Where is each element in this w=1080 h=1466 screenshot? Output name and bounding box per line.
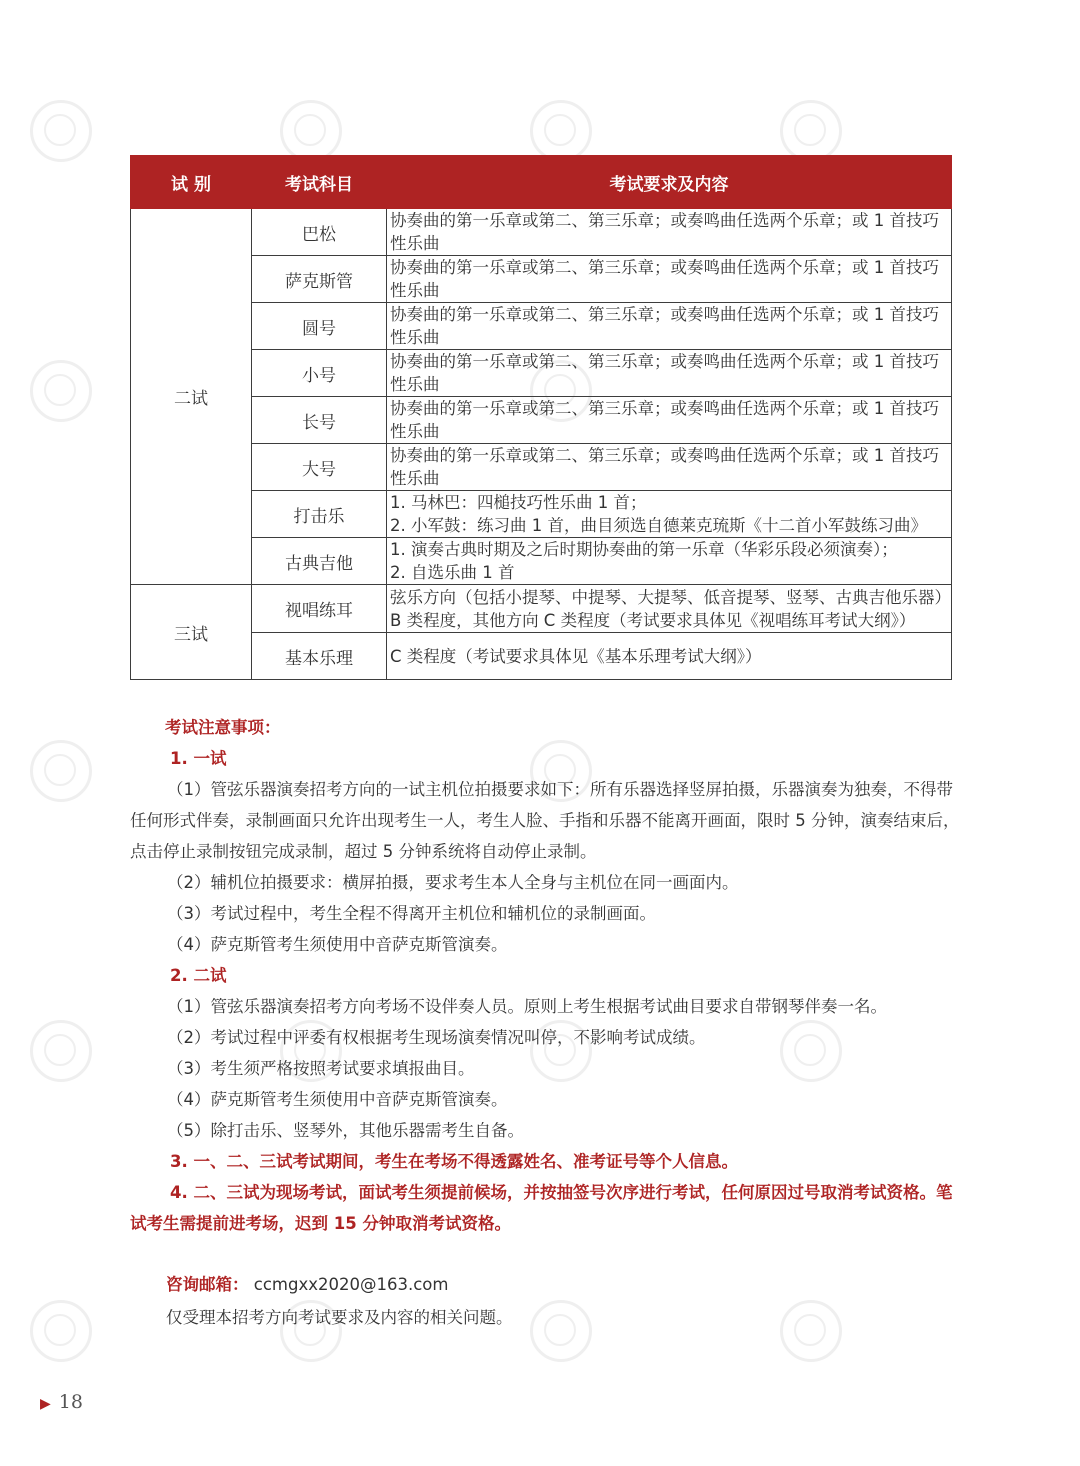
subject-cell: 巴松	[252, 209, 387, 256]
watermark-seal-icon	[30, 360, 92, 422]
requirement-cell: 弦乐方向（包括小提琴、中提琴、大提琴、低音提琴、竖琴、古典吉他乐器）B 类程度，其他方向 C 类程度（考试要求具体见《视唱练耳考试大纲》）	[387, 585, 952, 633]
header-round: 试 别	[131, 156, 252, 209]
watermark-seal-icon	[780, 1300, 842, 1362]
requirement-cell: 协奏曲的第一乐章或第二、第三乐章；或奏鸣曲任选两个乐章；或 1 首技巧性乐曲	[387, 350, 952, 397]
exam-table	[130, 155, 952, 680]
table-row	[131, 256, 952, 303]
subject-cell: 大号	[252, 444, 387, 491]
note-item: （3）考试过程中，考生全程不得离开主机位和辅机位的录制画面。	[167, 904, 656, 923]
watermark-seal-icon	[30, 1300, 92, 1362]
subject-cell: 视唱练耳	[252, 585, 387, 633]
note-item: （3）考生须严格按照考试要求填报曲目。	[167, 1059, 475, 1078]
requirement-line: 1. 马林巴：四槌技巧性乐曲 1 首；	[390, 493, 647, 512]
header-subject: 考试科目	[252, 156, 387, 209]
contact-note: 仅受理本招考方向考试要求及内容的相关问题。	[166, 1308, 513, 1327]
table-row	[131, 209, 952, 256]
table-row	[131, 350, 952, 397]
subject-cell: 圆号	[252, 303, 387, 350]
subject-cell: 萨克斯管	[252, 256, 387, 303]
page-number-value: 18	[58, 1391, 83, 1413]
subject-cell: 小号	[252, 350, 387, 397]
table-header-row	[131, 156, 952, 209]
table-row	[131, 585, 952, 633]
requirement-line: 2. 自选乐曲 1 首	[390, 563, 515, 582]
contact-line	[166, 1268, 513, 1301]
note-item: （4）萨克斯管考生须使用中音萨克斯管演奏。	[167, 1090, 508, 1109]
note-item: （1）管弦乐器演奏招考方向考场不设伴奏人员。原则上考生根据考试曲目要求自带钢琴伴奏一名。	[167, 997, 887, 1016]
watermark-seal-icon	[30, 740, 92, 802]
contact-email[interactable]: ccmgxx2020@163.com	[253, 1275, 449, 1294]
note-item: （4）萨克斯管考生须使用中音萨克斯管演奏。	[167, 935, 508, 954]
subject-cell: 基本乐理	[252, 633, 387, 680]
watermark-seal-icon	[530, 100, 592, 162]
note-emphasis: 3. 一、二、三试考试期间，考生在考场不得透露姓名、准考证号等个人信息。	[170, 1152, 738, 1171]
subject-cell: 长号	[252, 397, 387, 444]
note-item: （2）辅机位拍摄要求：横屏拍摄，要求考生本人全身与主机位在同一画面内。	[167, 873, 739, 892]
requirement-cell: 协奏曲的第一乐章或第二、第三乐章；或奏鸣曲任选两个乐章；或 1 首技巧性乐曲	[387, 397, 952, 444]
notes-title: 考试注意事项：	[165, 718, 281, 737]
requirement-cell: 协奏曲的第一乐章或第二、第三乐章；或奏鸣曲任选两个乐章；或 1 首技巧性乐曲	[387, 444, 952, 491]
requirement-line: 2. 小军鼓：练习曲 1 首，曲目须选自德莱克琉斯《十二首小军鼓练习曲》	[390, 516, 927, 535]
section-title: 1. 一试	[170, 749, 227, 768]
triangle-icon: ▶	[40, 1396, 51, 1412]
watermark-seal-icon	[30, 1020, 92, 1082]
note-item: （1）管弦乐器演奏招考方向的一试主机位拍摄要求如下：所有乐器选择竖屏拍摄，乐器演奏为独奏，不得带任何形式伴奏，录制画面只允许出现考生一人，考生人脸、手指和乐器不能离开画面，限时 5 分钟，演奏结束后，点击停止录制按钮完成录制，超过 5 分钟系统将自动停止录制。	[130, 780, 960, 861]
note-item: （2）考试过程中评委有权根据考生现场演奏情况叫停，不影响考试成绩。	[167, 1028, 706, 1047]
requirement-cell: 协奏曲的第一乐章或第二、第三乐章；或奏鸣曲任选两个乐章；或 1 首技巧性乐曲	[387, 303, 952, 350]
subject-cell: 打击乐	[252, 491, 387, 538]
watermark-seal-icon	[280, 100, 342, 162]
watermark-seal-icon	[530, 1300, 592, 1362]
table-row	[131, 633, 952, 680]
contact-block	[166, 1268, 513, 1334]
contact-label: 咨询邮箱：	[166, 1275, 249, 1294]
header-requirement: 考试要求及内容	[387, 156, 952, 209]
table-row	[131, 491, 952, 538]
page-number	[40, 1391, 83, 1413]
requirement-cell	[387, 491, 952, 538]
table-row	[131, 397, 952, 444]
note-item: （5）除打击乐、竖琴外，其他乐器需考生自备。	[167, 1121, 524, 1140]
table-row	[131, 303, 952, 350]
requirement-cell: 协奏曲的第一乐章或第二、第三乐章；或奏鸣曲任选两个乐章；或 1 首技巧性乐曲	[387, 256, 952, 303]
section-title: 2. 二试	[170, 966, 227, 985]
requirement-cell	[387, 538, 952, 585]
requirement-line: 1. 演奏古典时期及之后时期协奏曲的第一乐章（华彩乐段必须演奏）；	[390, 540, 898, 559]
requirement-cell: 协奏曲的第一乐章或第二、第三乐章；或奏鸣曲任选两个乐章；或 1 首技巧性乐曲	[387, 209, 952, 256]
exam-notes	[130, 712, 960, 1239]
table-row	[131, 538, 952, 585]
subject-cell: 古典吉他	[252, 538, 387, 585]
requirement-cell: C 类程度（考试要求具体见《基本乐理考试大纲》）	[387, 633, 952, 680]
table-row	[131, 444, 952, 491]
watermark-seal-icon	[780, 100, 842, 162]
watermark-seal-icon	[30, 100, 92, 162]
round-cell: 二试	[131, 209, 252, 585]
round-cell: 三试	[131, 585, 252, 680]
note-emphasis: 4. 二、三试为现场考试，面试考生须提前候场，并按抽签号次序进行考试，任何原因过号取消考试资格。笔试考生需提前进考场，迟到 15 分钟取消考试资格。	[130, 1183, 953, 1233]
